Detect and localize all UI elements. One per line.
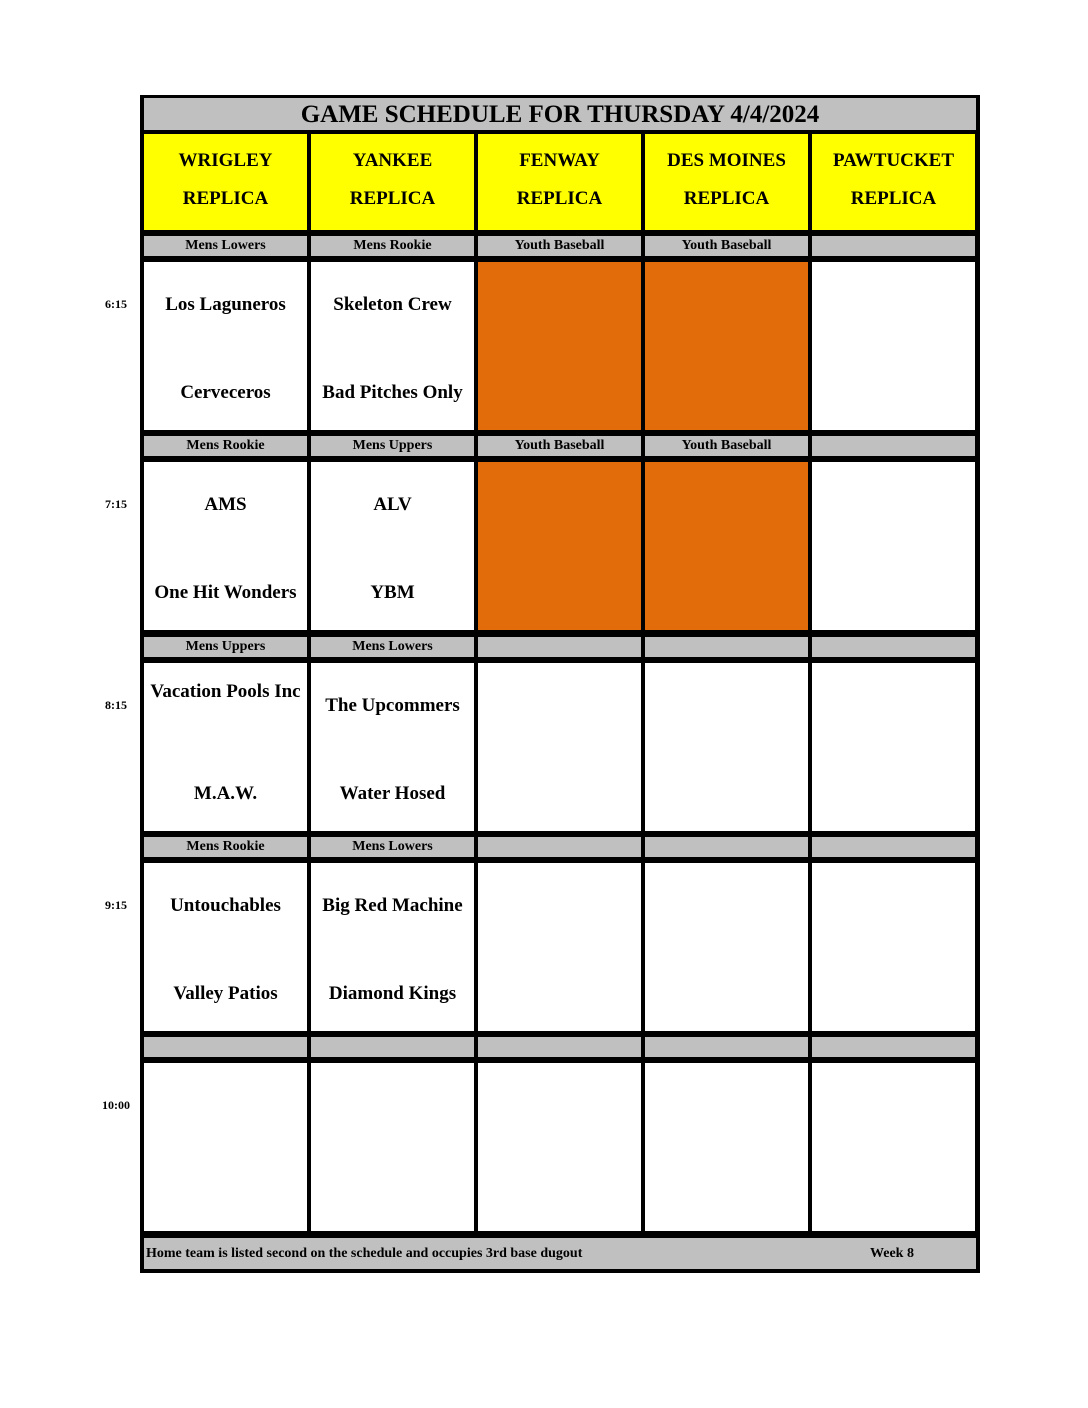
home-team: Cerveceros xyxy=(180,382,271,403)
division-label: Mens Lowers xyxy=(144,236,307,256)
game-cell xyxy=(812,462,975,630)
away-team: Untouchables xyxy=(170,895,281,916)
game-cell xyxy=(144,262,307,430)
away-team: ALV xyxy=(373,494,412,515)
game-cell xyxy=(812,663,975,831)
division-label: Mens Lowers xyxy=(311,637,474,657)
division-label xyxy=(478,637,641,657)
home-team: One Hit Wonders xyxy=(154,582,297,603)
time-label: 7:15 xyxy=(105,497,127,511)
division-label xyxy=(478,1037,641,1057)
away-team: The Upcommers xyxy=(325,695,460,716)
game-cell xyxy=(478,262,641,430)
division-label xyxy=(144,1037,307,1057)
game-cell xyxy=(144,863,307,1031)
division-label: Mens Uppers xyxy=(311,436,474,456)
game-cell xyxy=(645,262,808,430)
division-label xyxy=(812,837,975,857)
venue-name: PAWTUCKET xyxy=(832,150,955,171)
game-cell xyxy=(812,262,975,430)
division-label xyxy=(812,1037,975,1057)
game-cell xyxy=(812,1063,975,1231)
home-team: Bad Pitches Only xyxy=(322,382,463,403)
division-label xyxy=(645,637,808,657)
game-cell xyxy=(311,863,474,1031)
venue-name-line2: REPLICA xyxy=(516,188,603,209)
game-cell xyxy=(478,863,641,1031)
game-cell xyxy=(478,1063,641,1231)
division-label xyxy=(812,637,975,657)
home-team: Diamond Kings xyxy=(328,983,457,1004)
division-label: Youth Baseball xyxy=(645,436,808,456)
home-team-note: Home team is listed second on the schedule and occupies 3rd base dugout xyxy=(146,1246,583,1261)
game-cell xyxy=(812,863,975,1031)
home-team: M.A.W. xyxy=(193,783,258,804)
game-cell xyxy=(144,1063,307,1231)
game-cell xyxy=(645,863,808,1031)
division-label: Youth Baseball xyxy=(478,236,641,256)
venue-header xyxy=(311,134,474,230)
venue-name-line2: REPLICA xyxy=(850,188,937,209)
schedule-footer xyxy=(144,1238,976,1269)
game-cell xyxy=(144,462,307,630)
venue-name: DES MOINES xyxy=(667,150,786,171)
game-cell xyxy=(311,1063,474,1231)
game-cell xyxy=(311,462,474,630)
away-team: Vacation Pools Inc xyxy=(150,681,301,702)
game-cell xyxy=(478,663,641,831)
time-label: 10:00 xyxy=(102,1098,130,1112)
week-label: Week 8 xyxy=(870,1246,914,1261)
home-team: YBM xyxy=(370,582,415,603)
division-label xyxy=(311,1037,474,1057)
division-label: Mens Rookie xyxy=(144,837,307,857)
game-cell xyxy=(311,663,474,831)
division-label: Youth Baseball xyxy=(645,236,808,256)
home-team: Valley Patios xyxy=(173,983,278,1004)
division-label: Youth Baseball xyxy=(478,436,641,456)
division-label: Mens Rookie xyxy=(311,236,474,256)
division-label xyxy=(645,837,808,857)
game-cell xyxy=(311,262,474,430)
away-team: Big Red Machine xyxy=(322,895,463,916)
division-label xyxy=(645,1037,808,1057)
division-label xyxy=(812,436,975,456)
venue-header xyxy=(812,134,975,230)
game-cell xyxy=(144,663,307,831)
division-label xyxy=(478,837,641,857)
division-label: Mens Lowers xyxy=(311,837,474,857)
venue-name-line2: REPLICA xyxy=(349,188,436,209)
division-label: Mens Uppers xyxy=(144,637,307,657)
away-team: AMS xyxy=(204,494,247,515)
away-team: Skeleton Crew xyxy=(333,294,452,315)
game-cell xyxy=(645,462,808,630)
game-cell xyxy=(645,663,808,831)
venue-header xyxy=(144,134,307,230)
division-label: Mens Rookie xyxy=(144,436,307,456)
time-label: 9:15 xyxy=(105,898,127,912)
venue-name: FENWAY xyxy=(519,150,600,171)
home-team: Water Hosed xyxy=(339,783,446,804)
venue-name-line2: REPLICA xyxy=(182,188,269,209)
venue-name-line2: REPLICA xyxy=(683,188,770,209)
time-label: 8:15 xyxy=(105,698,127,712)
venue-name: WRIGLEY xyxy=(178,150,273,171)
schedule-title: GAME SCHEDULE FOR THURSDAY 4/4/2024 xyxy=(144,98,976,130)
venue-header xyxy=(645,134,808,230)
game-cell xyxy=(478,462,641,630)
away-team: Los Laguneros xyxy=(165,294,286,315)
time-label: 6:15 xyxy=(105,297,127,311)
venue-name: YANKEE xyxy=(352,150,433,171)
game-cell xyxy=(645,1063,808,1231)
division-label xyxy=(812,236,975,256)
venue-header xyxy=(478,134,641,230)
